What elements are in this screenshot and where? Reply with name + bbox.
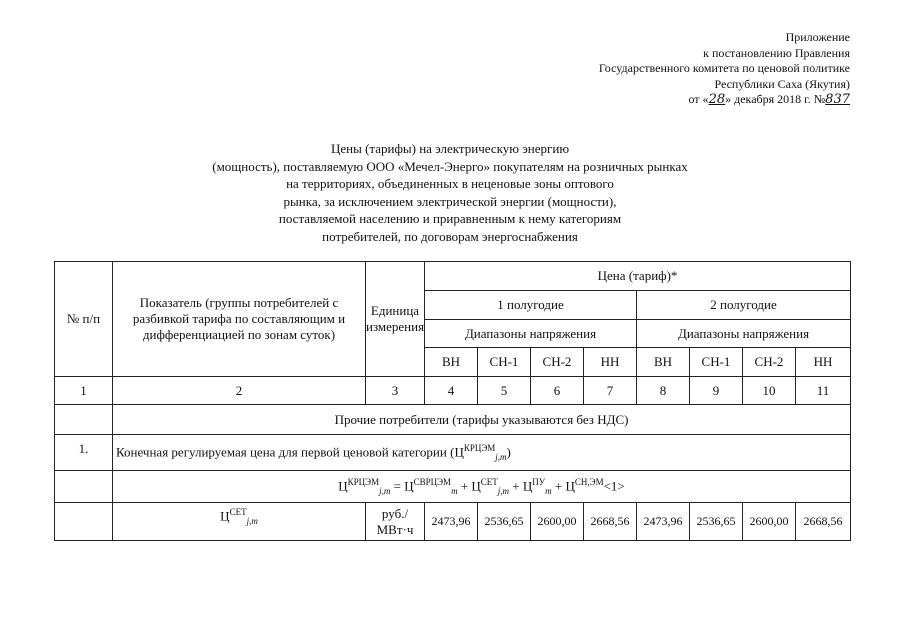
voltage-sn1-1: СН-1 (478, 348, 531, 377)
col-number: 8 (637, 377, 690, 405)
appendix-block (599, 30, 850, 108)
header-price: Цена (тариф)* (425, 262, 851, 291)
col-number: 3 (366, 377, 425, 405)
voltage-sn1-2: СН-1 (690, 348, 743, 377)
formula: $Ц^{КРЦЭМ}_{j,m} = Ц^{СВРЦЭМ}_m + Ц^{СЕТ}_{j,m} + Ц^{ПУ}_m + Ц^{СН,ЭМ}<1>$ (113, 471, 851, 503)
voltage-vn-2: ВН (637, 348, 690, 377)
value-cell: 2473,96 (637, 503, 690, 541)
row1-text (113, 435, 851, 471)
value-cell: 2536,65 (478, 503, 531, 541)
sub-m: m (451, 485, 458, 496)
c-symbol: Ц (220, 508, 230, 524)
title-line: рынка, за исключением электрической энергии (мощности), (283, 193, 617, 209)
col-number: 7 (584, 377, 637, 405)
appendix-line: Приложение (785, 30, 850, 44)
c-symbol: Ц (522, 478, 533, 494)
voltage-vn-1: ВН (425, 348, 478, 377)
appendix-line: Государственного комитета по ценовой политике (598, 61, 850, 75)
col-number: 6 (531, 377, 584, 405)
title-line: (мощность), поставляемую ООО «Мечел-Энерго» покупателям на розничных рынках (212, 158, 688, 174)
appendix-line: к постановлению Правления (703, 45, 850, 60)
sup-svrcem: СВРЦЭМ (413, 477, 452, 488)
col-number: 4 (425, 377, 478, 405)
row1-close: ) (506, 444, 511, 460)
sup-pu: ПУ (532, 477, 546, 488)
title-line: Цены (тарифы) на электрическую энергию (330, 141, 570, 156)
value-cell: 2668,56 (584, 503, 637, 541)
sub-jm: j,m (495, 451, 507, 462)
header-half2: 2 полугодие (637, 291, 851, 320)
sub-jm: j,m (379, 485, 391, 496)
value-cell: 2600,00 (743, 503, 796, 541)
title-line: поставляемой населению и приравненным к нему категориям (278, 211, 622, 227)
title-line: на территориях, объединенных в неценовые зоны оптового (286, 176, 614, 192)
sup-set: СЕТ (480, 477, 498, 488)
appendix-line: Республики Саха (Якутия) (714, 76, 850, 91)
col-number: 11 (796, 377, 851, 405)
header-num: № п/п (55, 262, 113, 377)
sub-jm: j,m (246, 515, 258, 526)
col-number: 5 (478, 377, 531, 405)
formula-note: <1> (603, 478, 625, 494)
row1-num: 1. (55, 435, 113, 471)
document-title (50, 140, 850, 246)
sup-set: СЕТ (229, 507, 247, 517)
section-empty-cell (55, 405, 113, 435)
voltage-nn-2: НН (796, 348, 851, 377)
appendix-date-line (599, 92, 850, 108)
sub-m: m (545, 485, 552, 496)
col-number: 1 (55, 377, 113, 405)
voltage-sn2-2: СН-2 (743, 348, 796, 377)
title-line: потребителей, по договорам энергоснабжения (322, 228, 578, 244)
sup-krcem: КРЦЭМ (463, 443, 496, 454)
sub-jm: j,m (497, 485, 510, 496)
value-cell: 2668,56 (796, 503, 851, 541)
col-number: 9 (690, 377, 743, 405)
formula-empty-cell (55, 471, 113, 503)
c-symbol: Ц (471, 478, 481, 494)
row2-empty-cell (55, 503, 113, 541)
col-number: 10 (743, 377, 796, 405)
c-symbol: Ц (404, 478, 414, 494)
date-prefix: от « (688, 92, 709, 106)
voltage-nn-1: НН (584, 348, 637, 377)
header-ranges-2: Диапазоны напряжения (637, 320, 851, 348)
handwritten-number: 837 (825, 92, 850, 107)
value-cell: 2473,96 (425, 503, 478, 541)
row2-symbol (113, 503, 366, 541)
sup-krcem: КРЦЭМ (347, 477, 380, 488)
row2-unit: руб./МВт·ч (366, 503, 425, 541)
section-title: Прочие потребители (тарифы указываются без НДС) (113, 405, 851, 435)
header-indicator: Показатель (группы потребителей с разбивкой тарифа по составляющим и дифференциацией по зонам суток) (113, 262, 366, 377)
c-symbol: Ц (454, 444, 464, 460)
date-middle: » декабря 2018 г. № (725, 92, 826, 106)
col-number: 2 (113, 377, 366, 405)
c-symbol: Ц (338, 478, 348, 494)
header-unit: Единица измерения (366, 262, 425, 377)
handwritten-day: 28 (708, 92, 726, 107)
sup-snem: СН,ЭМ (574, 477, 604, 488)
tariff-table (54, 261, 851, 541)
value-cell: 2536,65 (690, 503, 743, 541)
voltage-sn2-1: СН-2 (531, 348, 584, 377)
header-ranges-1: Диапазоны напряжения (425, 320, 637, 348)
value-cell: 2600,00 (531, 503, 584, 541)
row1-label: Конечная регулируемая цена для первой ценовой категории ( (116, 444, 455, 460)
c-symbol: Ц (565, 478, 575, 494)
header-half1: 1 полугодие (425, 291, 637, 320)
